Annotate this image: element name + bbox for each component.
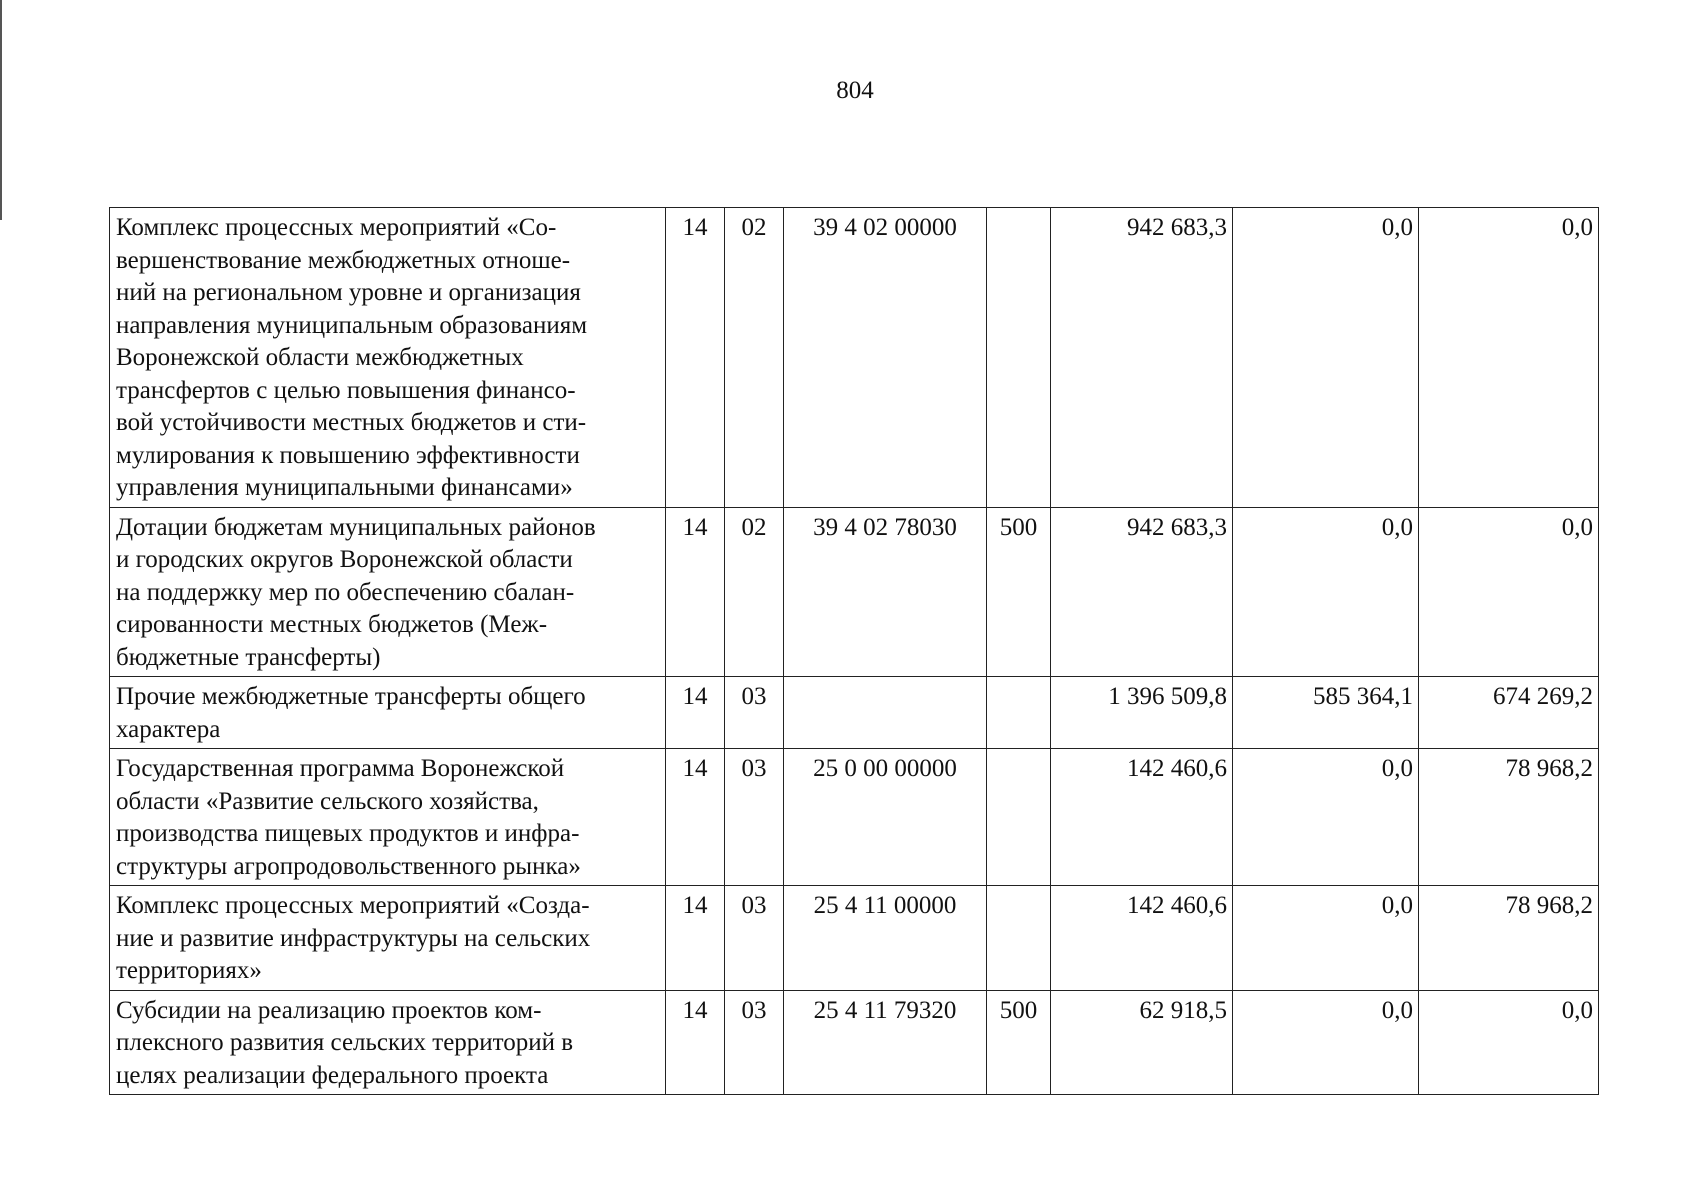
table-row [110, 990, 1599, 1095]
cell-name-line: ний на региональном уровне и организация [116, 279, 581, 306]
cell-expense-type: 500 [987, 507, 1051, 677]
cell-name [110, 677, 666, 749]
cell-name-line: производства пищевых продуктов и инфра- [116, 820, 580, 847]
cell-name-line: Комплекс процессных мероприятий «Созда- [116, 892, 590, 919]
cell-amount-year3: 0,0 [1419, 208, 1599, 508]
cell-amount-year3: 78 968,2 [1419, 749, 1599, 886]
cell-amount-year3: 78 968,2 [1419, 886, 1599, 991]
cell-amount-year1: 1 396 509,8 [1051, 677, 1233, 749]
cell-name-line: территориях» [116, 957, 262, 984]
cell-amount-year1: 942 683,3 [1051, 208, 1233, 508]
cell-section: 14 [666, 677, 725, 749]
cell-name-line: структуры агропродовольственного рынка» [116, 852, 581, 880]
cell-name [110, 507, 666, 677]
cell-expense-type [987, 749, 1051, 886]
table-row [110, 749, 1599, 886]
cell-amount-year1: 62 918,5 [1051, 990, 1233, 1095]
cell-name-line: Дотации бюджетам муниципальных районов [116, 513, 596, 541]
cell-target-article [784, 677, 987, 749]
cell-name-line: целях реализации федерального проекта [116, 1061, 549, 1089]
table-body [110, 208, 1599, 1095]
cell-subsection: 03 [725, 749, 784, 886]
cell-subsection: 02 [725, 507, 784, 677]
cell-amount-year3: 0,0 [1419, 990, 1599, 1095]
cell-name-line: и городских округов Воронежской области [116, 546, 573, 573]
cell-name [110, 208, 666, 508]
cell-name-line: характера [116, 715, 221, 743]
table-row [110, 677, 1599, 749]
cell-name-line: сированности местных бюджетов (Меж- [116, 611, 548, 638]
cell-expense-type: 500 [987, 990, 1051, 1095]
cell-section: 14 [666, 208, 725, 508]
cell-amount-year2: 0,0 [1233, 990, 1419, 1095]
cell-amount-year2: 0,0 [1233, 208, 1419, 508]
cell-subsection: 03 [725, 677, 784, 749]
page-scan-edge [0, 0, 2, 220]
cell-name-line: на поддержку мер по обеспечению сбалан- [116, 578, 575, 606]
cell-name-line: Прочие межбюджетные трансферты общего [116, 683, 586, 710]
cell-name-line: направления муниципальным образованиям [116, 311, 588, 339]
cell-name-line: Воронежской области межбюджетных [116, 344, 524, 371]
cell-name-line: мулирования к повышению эффективности [116, 441, 580, 469]
cell-expense-type [987, 208, 1051, 508]
cell-name [110, 886, 666, 991]
budget-table [109, 207, 1599, 1095]
cell-target-article: 39 4 02 00000 [784, 208, 987, 508]
cell-amount-year3: 674 269,2 [1419, 677, 1599, 749]
cell-target-article: 25 0 00 00000 [784, 749, 987, 886]
cell-section: 14 [666, 990, 725, 1095]
cell-subsection: 03 [725, 990, 784, 1095]
cell-subsection: 03 [725, 886, 784, 991]
cell-name-line: управления муниципальными финансами» [116, 474, 573, 501]
cell-name-line: Комплекс процессных мероприятий «Со- [116, 214, 557, 241]
cell-name-line: Субсидии на реализацию проектов ком- [116, 996, 542, 1024]
cell-target-article: 25 4 11 79320 [784, 990, 987, 1095]
page-number: 804 [836, 77, 874, 104]
cell-name-line: трансфертов с целью повышения финансо- [116, 376, 576, 404]
cell-section: 14 [666, 749, 725, 886]
table-row [110, 208, 1599, 508]
cell-name-line: вой устойчивости местных бюджетов и сти- [116, 409, 587, 436]
cell-amount-year1: 142 460,6 [1051, 749, 1233, 886]
cell-name-line: области «Развитие сельского хозяйства, [116, 787, 539, 815]
cell-name [110, 990, 666, 1095]
cell-name-line: ние и развитие инфраструктуры на сельских [116, 924, 591, 952]
cell-name-line: плексного развития сельских территорий в [116, 1029, 574, 1056]
cell-amount-year2: 0,0 [1233, 507, 1419, 677]
table-row [110, 886, 1599, 991]
cell-amount-year1: 142 460,6 [1051, 886, 1233, 991]
cell-target-article: 25 4 11 00000 [784, 886, 987, 991]
cell-amount-year1: 942 683,3 [1051, 507, 1233, 677]
cell-name-line: Государственная программа Воронежской [116, 755, 565, 782]
cell-amount-year3: 0,0 [1419, 507, 1599, 677]
cell-name [110, 749, 666, 886]
table-row [110, 507, 1599, 677]
cell-amount-year2: 0,0 [1233, 886, 1419, 991]
cell-amount-year2: 585 364,1 [1233, 677, 1419, 749]
cell-amount-year2: 0,0 [1233, 749, 1419, 886]
cell-section: 14 [666, 886, 725, 991]
cell-subsection: 02 [725, 208, 784, 508]
cell-section: 14 [666, 507, 725, 677]
cell-name-line: бюджетные трансферты) [116, 643, 381, 671]
cell-target-article: 39 4 02 78030 [784, 507, 987, 677]
cell-expense-type [987, 886, 1051, 991]
cell-name-line: вершенствование межбюджетных отноше- [116, 246, 571, 274]
cell-expense-type [987, 677, 1051, 749]
